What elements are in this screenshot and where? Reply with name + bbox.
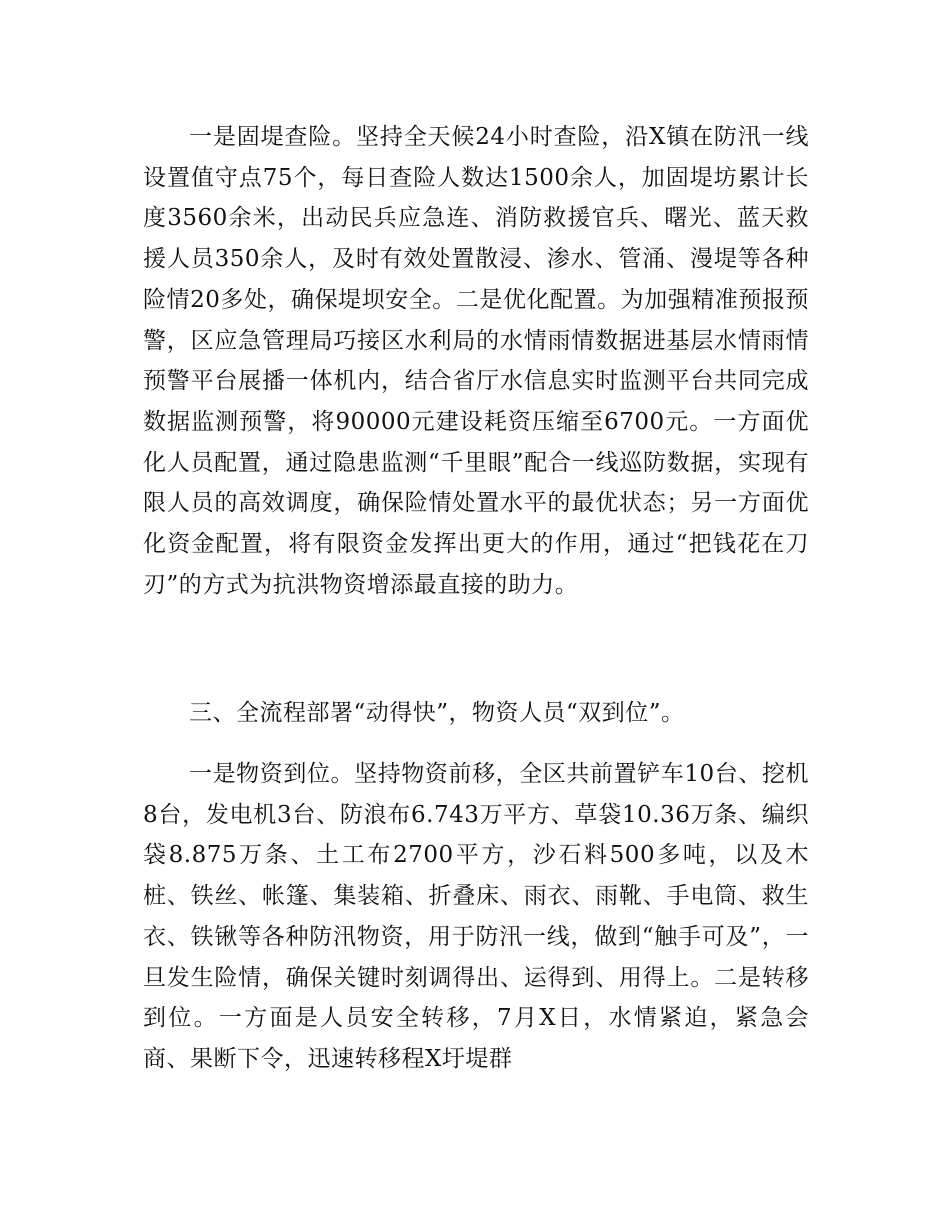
paragraph-materials-in-place xyxy=(143,754,809,1080)
body-paragraph: 一是固堤查险。坚持全天候24小时查险，沿X镇在防汛一线设置值守点75个，每日查险人数达1500余人，加固堤坊累计长度3560余米，出动民兵应急连、消防救援官兵、曙光、蓝天救援人员350余人，及时有效处置散浸、渗水、管涌、漫堤等各种险情20多处，确保堤坝安全。二是优化配置。为加强精准预报预警，区应急管理局巧接区水利局的水情雨情数据进基层水情雨情预警平台展播一体机内，结合省厅水信息实时监测平台共同完成数据监测预警，将90000元建设耗资压缩至6700元。一方面优化人员配置，通过隐患监测“千里眼”配合一线巡防数据，实现有限人员的高效调度，确保险情处置水平的最优状态；另一方面优化资金配置，将有限资金发挥出更大的作用，通过“把钱花在刀刃”的方式为抗洪物资增添最直接的助力。 xyxy=(143,124,809,598)
paragraph-embankment-inspection xyxy=(143,117,809,605)
body-paragraph: 一是物资到位。坚持物资前移，全区共前置铲车10台、挖机8台，发电机3台、防浪布6.743万平方、草袋10.36万条、编织袋8.875万条、土工布2700平方，沙石料500多吨，以及木桩、铁丝、帐篷、集装箱、折叠床、雨衣、雨靴、手电筒、救生衣、铁锹等各种防汛物资，用于防汛一线，做到“触手可及”，一旦发生险情，确保关键时刻调得出、运得到、用得上。二是转移到位。一方面是人员安全转移，7月X日，水情紧迫，紧急会商、果断下令，迅速转移程X圩堤群 xyxy=(143,761,809,1072)
section-heading-block xyxy=(143,693,809,734)
section-heading: 三、全流程部署“动得快”，物资人员“双到位”。 xyxy=(189,700,685,726)
